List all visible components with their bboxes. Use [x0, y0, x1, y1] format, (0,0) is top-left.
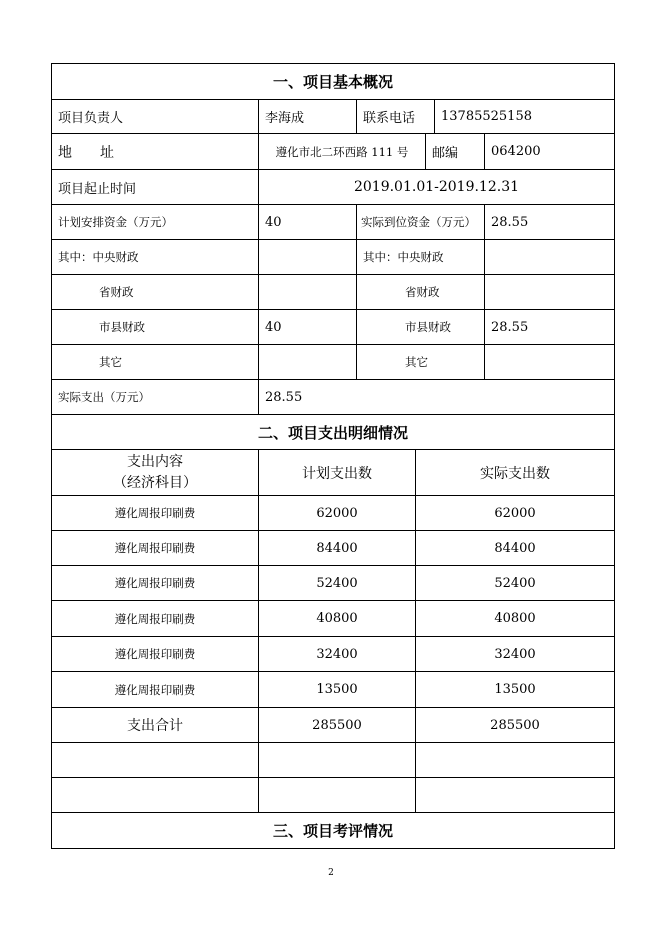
- expense-actual: 13500: [494, 682, 536, 697]
- province-label-left: 省财政: [52, 275, 259, 309]
- empty-cell: [52, 778, 259, 812]
- phone-value: 13785525158: [441, 109, 532, 124]
- address-value: 遵化市北二环西路 111 号: [259, 134, 426, 169]
- spent-label: 实际支出（万元）: [52, 380, 259, 414]
- empty-cell: [259, 743, 416, 777]
- section1-title-row: [52, 64, 614, 100]
- empty-cell: [416, 743, 614, 777]
- table-row: [52, 601, 614, 637]
- project-table: [51, 63, 615, 849]
- manager-value: 李海成: [259, 100, 357, 133]
- city-row: [52, 310, 614, 345]
- province-value-left: [259, 275, 357, 309]
- planned-expense-header: 计划支出数: [259, 450, 416, 495]
- city-value-left: 40: [259, 310, 357, 344]
- actual-expense-header: 实际支出数: [480, 465, 550, 482]
- table-row: [52, 496, 614, 531]
- other-label-left: 其它: [52, 345, 259, 379]
- section1-title: 一、项目基本概况: [272, 73, 393, 91]
- central-label-right: 其中：中央财政: [357, 240, 485, 274]
- expense-content-header: [52, 450, 259, 495]
- postcode-value: 064200: [491, 144, 541, 159]
- spent-value: 28.55: [265, 389, 303, 405]
- expense-item: 遵化周报印刷费: [52, 601, 259, 636]
- spent-row: [52, 380, 614, 415]
- section3-title: 三、项目考评情况: [272, 822, 393, 840]
- expense-item: 遵化周报印刷费: [52, 566, 259, 600]
- total-label: 支出合计: [52, 708, 259, 742]
- expense-actual: 32400: [494, 646, 536, 662]
- empty-row: [52, 778, 614, 813]
- manager-label: 项目负责人: [52, 100, 259, 133]
- central-value-left: [259, 240, 357, 274]
- phone-label: 联系电话: [357, 100, 435, 133]
- expense-item: 遵化周报印刷费: [52, 531, 259, 565]
- expense-planned: 52400: [259, 566, 416, 600]
- postcode-label: 邮编: [426, 134, 485, 169]
- other-value-left: [259, 345, 357, 379]
- expense-content-header-line1: 支出内容: [127, 453, 183, 470]
- other-label-right: 其它: [357, 345, 485, 379]
- expense-actual: 52400: [494, 575, 536, 591]
- table-row: [52, 637, 614, 672]
- expense-actual: 40800: [494, 611, 536, 626]
- funds-row: [52, 205, 614, 240]
- expense-item: 遵化周报印刷费: [52, 637, 259, 671]
- expense-actual: 62000: [494, 505, 536, 521]
- expense-header-row: [52, 450, 614, 496]
- expense-planned: 32400: [259, 637, 416, 671]
- city-value-right: 28.55: [491, 319, 529, 335]
- period-value: 2019.01.01-2019.12.31: [353, 179, 520, 195]
- total-row: [52, 708, 614, 743]
- empty-row: [52, 743, 614, 778]
- province-label-right: 省财政: [357, 275, 485, 309]
- table-row: [52, 531, 614, 566]
- city-label-right: 市县财政: [357, 310, 485, 344]
- expense-planned: 62000: [259, 496, 416, 530]
- section2-title-row: [52, 415, 614, 450]
- expense-actual: 84400: [494, 540, 536, 556]
- address-row: [52, 134, 614, 170]
- central-value-right: [485, 240, 614, 274]
- section3-title-row: [52, 813, 614, 848]
- expense-item: 遵化周报印刷费: [52, 672, 259, 707]
- period-label: 项目起止时间: [52, 170, 259, 204]
- total-actual: 285500: [490, 717, 540, 733]
- province-value-right: [485, 275, 614, 309]
- expense-planned: 13500: [259, 672, 416, 707]
- page-number: 2: [328, 868, 334, 878]
- central-label-left: 其中：中央财政: [52, 240, 259, 274]
- period-row: [52, 170, 614, 205]
- other-row: [52, 345, 614, 380]
- address-label: 地 址: [52, 134, 259, 169]
- other-value-right: [485, 345, 614, 379]
- central-row: [52, 240, 614, 275]
- table-row: [52, 672, 614, 708]
- actual-funds-value: 28.55: [491, 214, 529, 230]
- planned-funds-value: 40: [259, 205, 357, 239]
- expense-planned: 40800: [259, 601, 416, 636]
- empty-cell: [52, 743, 259, 777]
- expense-content-header-line2: （经济科目）: [113, 474, 197, 491]
- planned-funds-label: 计划安排资金（万元）: [52, 205, 259, 239]
- expense-planned: 84400: [259, 531, 416, 565]
- city-label-left: 市县财政: [52, 310, 259, 344]
- province-row: [52, 275, 614, 310]
- empty-cell: [259, 778, 416, 812]
- expense-item: 遵化周报印刷费: [52, 496, 259, 530]
- actual-funds-label: 实际到位资金（万元）: [357, 205, 485, 239]
- empty-cell: [416, 778, 614, 812]
- section2-title: 二、项目支出明细情况: [257, 423, 408, 442]
- table-row: [52, 566, 614, 601]
- total-planned: 285500: [259, 708, 416, 742]
- manager-row: [52, 100, 614, 134]
